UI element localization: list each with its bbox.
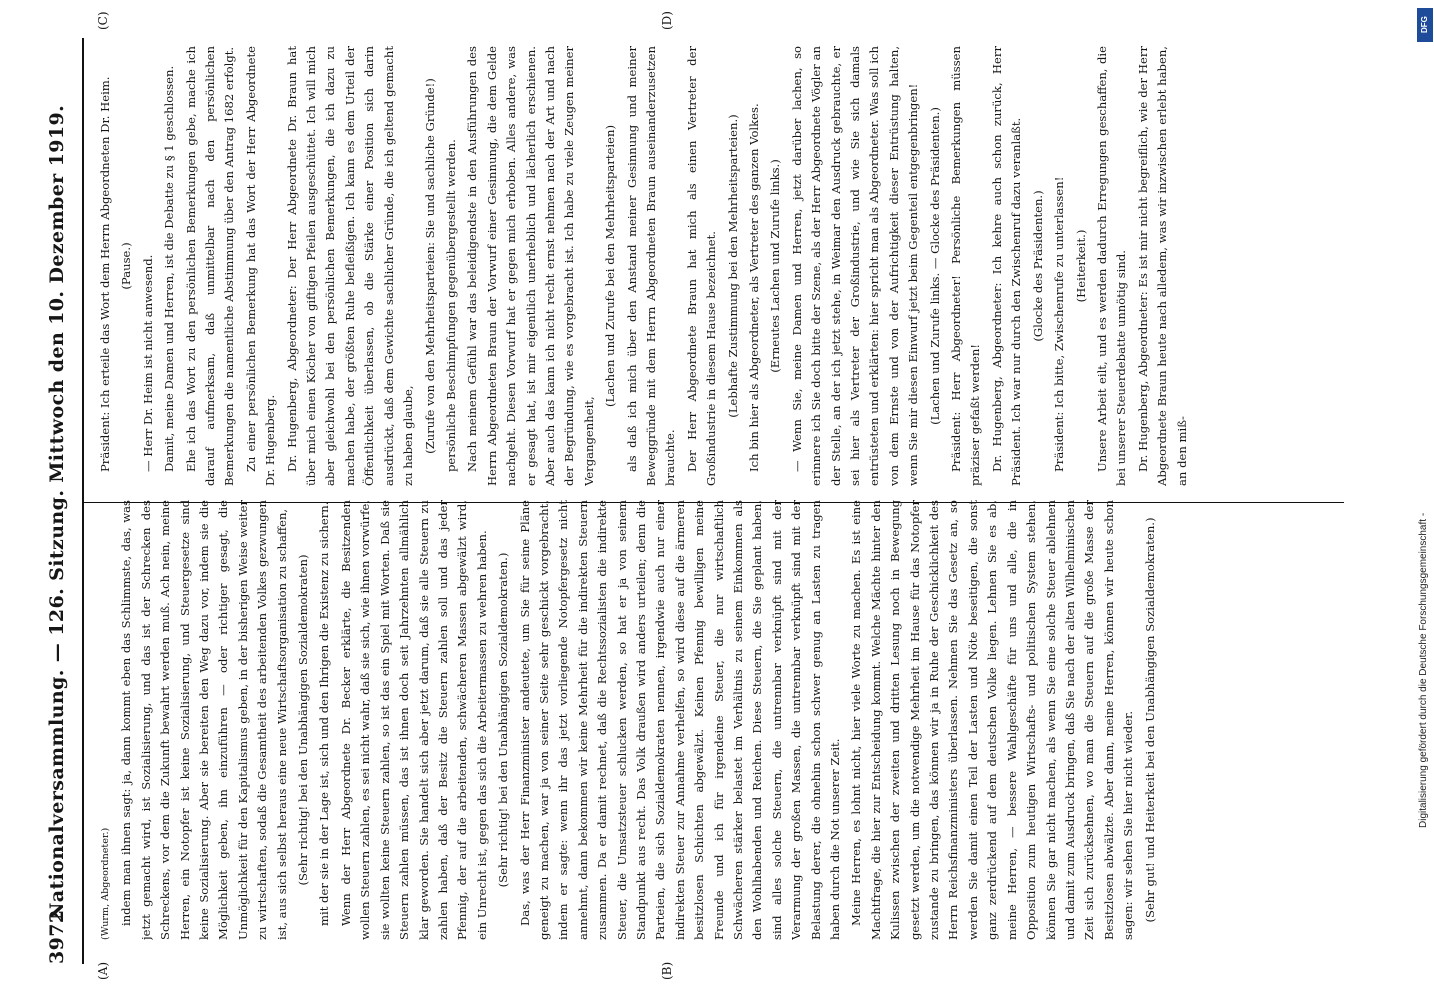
paragraph: Nach meinem Gefühl war das beleidigendste in den Ausführungen des Herrn Abgeordneten Braun der Vorwurf einer Gesinnung, die dem Gelde nachgeht. Diesen Vorwurf hat er gegen mich erhoben. Alles andere, was er gesagt hat, ist mir eigentlich unerheblich und lächerlich erschienen. Aber auch das kann ich nicht recht ernst nehmen nach der Art und nach der Begründung, wie es vorgebracht ist. Ich habe zu viele Zeugen meiner Vergangenheit, bbox=[465, 46, 596, 486]
interjection: (Sehr richtig! bei den Unabhängigen Sozialdemokraten) bbox=[296, 554, 311, 886]
margin-marker-c: (C) bbox=[96, 11, 110, 30]
paragraph: Ehe ich das Wort zu den persönlichen Bemerkungen gebe, mache ich darauf aufmerksam, daß unmittelbar nach den persönlichen Bemerkungen die namentliche Abstimmung über den Antrag 1682 erfolgt. bbox=[183, 46, 237, 486]
page-header bbox=[40, 38, 76, 964]
paragraph: Präsident: Ich bitte, Zwischenrufe zu unterlassen! bbox=[1052, 176, 1067, 472]
paragraph: Dr. Hugenberg, Abgeordneter: Ich kehre auch schon zurück, Herr Präsident. Ich war nur durch den Zwischenruf dazu veranlaßt. bbox=[989, 46, 1024, 486]
margin-marker-d: (D) bbox=[660, 11, 674, 30]
right-column bbox=[96, 46, 1396, 486]
interjection: (Lachen und Zurufe bei den Mehrheitsparteien) bbox=[603, 125, 618, 407]
interjection: (Glocke des Präsidenten.) bbox=[1030, 190, 1045, 342]
speaker-continuation: (Wurm, Abgeordneter.) bbox=[100, 827, 111, 940]
paragraph: Dr. Hugenberg, Abgeordneter: Der Herr Abgeordnete Dr. Braun hat über mich einen Köcher von giftigen Pfeilen ausgeschüttet. Ich will mich aber gleichwohl bei den persönlichen Bemerkungen, die ich dazu zu machen habe, der größten Ruhe befleißigen. Ich kann es dem Urteil der Öffentlichkeit überlassen, ob die Stärke einer Position sich darin ausdrückt, daß dem Gewichte sachlicher Gründe, die ich geltend gemacht zu haben glaube, bbox=[284, 46, 416, 486]
left-column bbox=[96, 500, 1396, 940]
paragraph: Damit, meine Damen und Herren, ist die Debatte zu § 1 geschlossen. bbox=[162, 65, 177, 472]
paragraph: Dr. Hugenberg, Abgeordneter: Es ist mir nicht begreiflich, wie der Herr Abgeordnete Braun heute nach alledem, was wir inzwischen erlebt haben, an den miß- bbox=[1135, 46, 1189, 486]
digitization-credit bbox=[1416, 8, 1434, 992]
paragraph: Ich bin hier als Abgeordneter, als Vertreter des ganzen Volkes. bbox=[747, 103, 761, 472]
credit-text: Digitalisierung gefördert durch die Deutsche Forschungsgemeinschaft - bbox=[1418, 512, 1429, 828]
paragraph: Der Herr Abgeordnete Braun hat mich als einen Vertreter der Großindustrie in diesem Hause bezeichnet. bbox=[684, 46, 719, 486]
paragraph: Präsident: Ich erteile das Wort dem Herrn Abgeordneten Dr. Heim. bbox=[98, 76, 112, 472]
interjection: (Pause.) bbox=[119, 242, 134, 290]
paragraph: Das, was der Herr Finanzminister andeutete, um Sie für seine Pläne geneigt zu machen, war ja von seiner Seite sehr geschickt vorgebracht, indem er sagte: wenn ihr das jetzt vorliegende Notopfergesetz nicht annehmt, dann bekommen wir keine Mehrheit für die indirekten Steuern zusammen. Da er damit rechnet, daß die Rechtssozialisten die indirekte Steuer, die Umsatzsteuer schlucken werden, so hat er ja von seinem Standpunkt aus recht. Das Volk draußen wird anders urteilen; denn die Parteien, die sich Sozialdemokraten nennen, irgendwie auch nur einer indirekten Steuer zur Annahme verhelfen, so wird diese auf die ärmeren besitzlosen Schichten abgewälzt. Keinen Pfennig bewilligen meine Freunde und ich für irgendeine Steuer, die nur wirtschaftlich Schwächeren stärker belastet im Verhältnis zu seinem Einkommen als den Wohlhabenden und Reichen. Diese Steuern, die Sie geplant haben, sind alles solche Steuern, die untrennbar verknüpft sind mit der Verarmung der großen Massen, die untrennbar verknüpft sind mit der Belastung derer, die ohnehin schon schwer genug an Lasten zu tragen haben durch die Not unserer Zeit. bbox=[517, 500, 843, 940]
paragraph: Meine Herren, es lohnt nicht, hier viele Worte zu machen. Es ist eine Machtfrage, die hier zur Entscheidung kommt. Welche Mächte hinter den Kulissen zwischen der zweiten und dritten Lesung noch in Bewegung gesetzt werden, um die notwendige Mehrheit im Hause für das Notopfer zustande zu bringen, das können wir ja in Ruhe der Geschicklichkeit des Herrn Reichsfinanzministers überlassen. Nehmen Sie das Gesetz an, so werden Sie damit einen Teil der Lasten und Nöte beseitigen, die sonst ganz zerdrückend auf dem deutschen Volke liegen. Lehnen Sie es ab, meine Herren, — bessere Wahlgeschäfte für uns und alle, die in Opposition zum heutigen Wirtschafts- und politischen System stehen, können Sie gar nicht machen, als wenn Sie eine solche Steuer ablehnen und damit zum Ausdruck bringen, daß Sie nach der alten Wilhelminischen Zeit sich zurücksehnen, wo man die Steuern auf die große Masse der Besitzlosen abwälzte. Aber dann, meine Herren, können wir heute schon sagen: wir sehen Sie hier nicht wieder. bbox=[849, 500, 1136, 940]
interjection: (Sehr richtig! bei den Unabhängigen Sozialdemokraten.) bbox=[496, 552, 511, 888]
header-rule bbox=[82, 38, 84, 964]
dfg-logo: DFG bbox=[1417, 8, 1433, 42]
margin-marker-a: (A) bbox=[96, 961, 110, 980]
paragraph: persönliche Beschimpfungen gegenübergestellt werden. bbox=[443, 139, 458, 472]
margin-marker-b: (B) bbox=[660, 961, 674, 980]
interjection: (Heiterkeit.) bbox=[1073, 229, 1088, 303]
paragraph: Unsere Arbeit eilt, und es werden dadurch Erregungen geschaffen, die bei unserer Steuerdebatte unnötig sind. bbox=[1094, 46, 1129, 486]
paragraph: mit der sie in der Lage ist, sich und den Ihrigen die Existenz zu sichern. bbox=[317, 501, 332, 926]
interjection: (Lebhafte Zustimmung bei den Mehrheitsparteien.) bbox=[725, 114, 740, 418]
paragraph: Wenn der Herr Abgeordnete Dr. Becker erklärte, die Besitzenden wollen Steuern zahlen, es sei nicht wahr, daß sie sich, wie ihnen vorwürfe, sie wollten keine Steuern zahlen, so ist das ein Spiel mit Worten. Daß sie Steuern zahlen müssen, das ist ihnen doch seit Jahrzehnten allmählich klar geworden. Sie handelt sich aber jetzt darum, daß sie alle Steuern zu zahlen haben, daß der Besitz die Steuern zahlen soll und das jeder Pfennig, der auf die arbeitenden, schwächeren Massen abgewälzt wird, ein Unrecht ist, gegen das sich die Arbeitermassen zu wehren haben. bbox=[338, 500, 489, 940]
interjection: (Erneutes Lachen und Zurufe links.) bbox=[768, 159, 783, 373]
paragraph: Zu einer persönlichen Bemerkung hat das Wort der Herr Abgeordnete Dr. Hugenberg. bbox=[243, 46, 278, 486]
paragraph: Präsident: Herr Abgeordneter! Persönliche Bemerkungen müssen präziser gefaßt werden! bbox=[949, 46, 983, 486]
paragraph: indem man ihnen sagt: ja, dann kommt eben das Schlimmste, das, was jetzt gemacht wird, ist Sozialisierung, und das ist der Schrecken des Schreckens, vor dem die Zukunft bewahrt werden muß. Ach nein, meine Herren, ein Notopfer ist keine Sozialisierung, und Steuergesetze sind keine Sozialisierung. Aber sie bereiten den Weg dazu vor, indem sie die Möglichkeit geben, ihn einzuführen — oder richtiger gesagt, die Unmöglichkeit für den Kapitalismus geben, in der bisherigen Weise weiter zu wirtschaften, sodaß die Gesamtheit des arbeitenden Volkes gezwungen ist, aus sich selbst heraus eine neue Wirtschaftsorganisation zu schaffen, bbox=[119, 500, 289, 940]
paragraph: als daß ich mich über den Anstand meiner Gesinnung und meiner Beweggründe mit dem Herrn Abgeordneten Braun auseinanderzusetzen brauchte. bbox=[624, 46, 678, 486]
paragraph: — Wenn Sie, meine Damen und Herren, jetzt darüber lachen, so erinnere ich Sie doch bitte der Szene, als der Herr Abgeordnete Vögler an der Stelle, an der ich jetzt stehe, in Weimar den Ausdruck gebrauchte, er sei hier als Vertreter der Großindustrie, und wie Sie sich damals entrüsteten und erklärten: hier spricht man als Abgeordneter. Was soll ich von dem Ernste und von der Aufrichtigkeit dieser Entrüstung halten, wenn Sie mir diesen Einwurf jetzt beim Gegenteil entgegenbringen! bbox=[789, 46, 921, 486]
paragraph: — Herr Dr. Heim ist nicht anwesend. bbox=[140, 254, 155, 472]
interjection: (Lachen und Zurufe links. — Glocke des Präsidenten.) bbox=[927, 107, 942, 425]
page-title: Nationalversammlung. — 126. Sitzung. Mittwoch den 10. Dezember 1919. bbox=[46, 104, 68, 920]
page-number: 3972 bbox=[46, 909, 68, 964]
interjection: (Sehr gut! und Heiterkeit bei den Unabhängigen Sozialdemokraten.) bbox=[1142, 517, 1157, 923]
interjection: (Zurufe von den Mehrheitsparteien: Sie und sachliche Gründe!) bbox=[422, 78, 437, 454]
